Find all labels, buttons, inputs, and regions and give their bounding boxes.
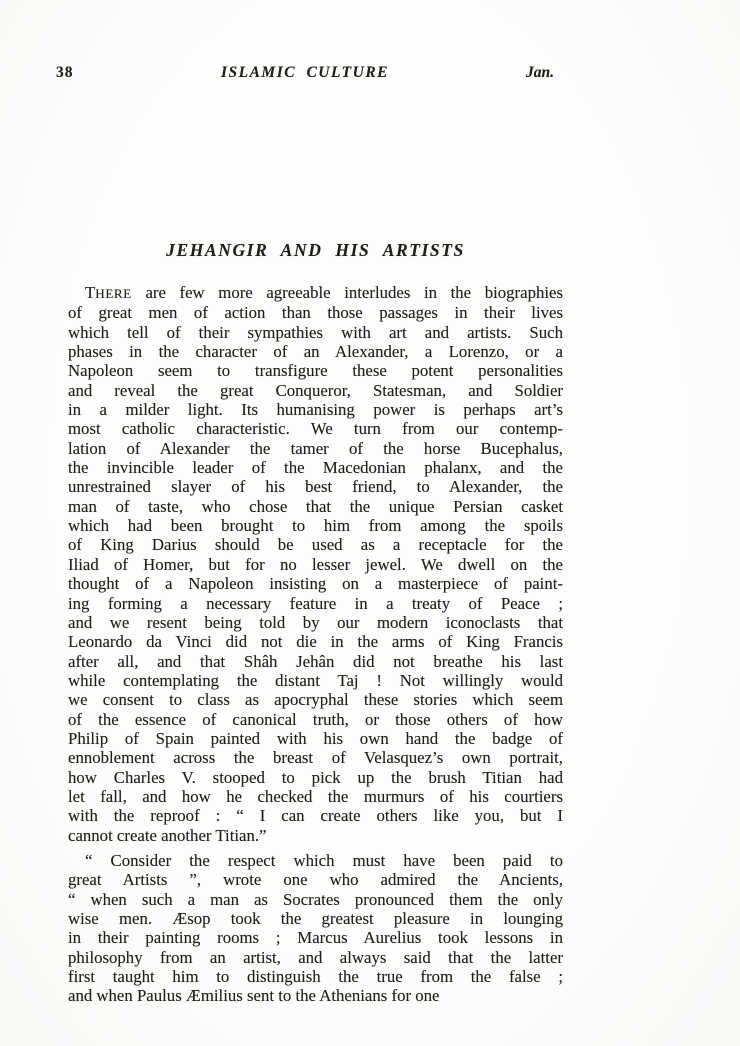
text-line: “ Consider the respect which must have been paid to [85, 850, 563, 870]
text-line: of the essence of canonical truth, or those others of how [68, 709, 563, 729]
text-line: Leonardo da Vinci did not die in the arms of King Francis [68, 632, 563, 652]
text-line: first taught him to distinguish the true from the false ; [68, 967, 563, 987]
text-line: of great men of action than those passages in their lives [68, 303, 563, 323]
text-line: lation of Alexander the tamer of the horse Bucephalus, [68, 438, 563, 458]
text-line: phases in the character of an Alexander, a Lorenzo, or a [68, 342, 563, 362]
text-line: how Charles V. stooped to pick up the brush Titian had [68, 767, 563, 787]
text-line: after all, and that Shâh Jehân did not breathe his last [68, 651, 563, 671]
text-line: great Artists ”, wrote one who admired the Ancients, [68, 870, 563, 890]
text-line: ennoblement across the breast of Velasquez’s own portrait, [68, 748, 563, 768]
text-line: we consent to class as apocryphal these stories which seem [68, 690, 563, 710]
text-line: while contemplating the distant Taj ! Not willingly would [68, 670, 563, 690]
paragraph [68, 851, 563, 1006]
small-caps-lead: THERE [85, 283, 132, 302]
text-line: Napoleon seem to transfigure these potent personalities [68, 361, 563, 381]
page-number: 38 [56, 64, 74, 81]
running-header [56, 64, 564, 82]
text-line: unrestrained slayer of his best friend, to Alexander, the [68, 477, 563, 497]
text-line: Philip of Spain painted with his own hand the badge of [68, 728, 563, 748]
text-line: which tell of their sympathies with art and artists. Such [68, 322, 563, 342]
text-line: thought of a Napoleon insisting on a masterpiece of paint- [68, 574, 563, 594]
text-line: philosophy from an artist, and always said that the latter [68, 947, 563, 967]
text-line: and reveal the great Conqueror, Statesman, and Soldier [68, 380, 563, 400]
text-line: and we resent being told by our modern iconoclasts that [68, 612, 563, 632]
text-line: the invincible leader of the Macedonian phalanx, and the [68, 458, 563, 478]
article-text [68, 283, 563, 1006]
text-line: in a milder light. Its humanising power is perhaps art’s [68, 400, 563, 420]
journal-title: ISLAMIC CULTURE [220, 64, 390, 81]
text-line: Iliad of Homer, but for no lesser jewel. We dwell on the [68, 554, 563, 574]
text-line: in their painting rooms ; Marcus Aurelius took lessons in [68, 928, 563, 948]
text-line: with the reproof : “ I can create others like you, but I [68, 806, 563, 826]
text-line: man of taste, who chose that the unique Persian casket [68, 496, 563, 516]
text-line: most catholic characteristic. We turn from our contemp- [68, 419, 563, 439]
paragraph [68, 283, 563, 845]
text-line: let fall, and how he checked the murmurs of his courtiers [68, 786, 563, 806]
text-line: which had been brought to him from among the spoils [68, 516, 563, 536]
text-line: of King Darius should be used as a receptacle for the [68, 535, 563, 555]
text-line: cannot create another Titian.” [68, 825, 267, 845]
text-line: “ when such a man as Socrates pronounced them the only [68, 889, 563, 909]
text-line: wise men. Æsop took the greatest pleasure in lounging [68, 909, 563, 928]
article-title: JEHANGIR AND HIS ARTISTS [166, 240, 465, 260]
issue-label: Jan. [526, 64, 554, 81]
text-line: THERE are few more agreeable interludes in the biographies [85, 283, 563, 302]
text-line: ing forming a necessary feature in a treaty of Peace ; [68, 593, 563, 613]
text-line: and when Paulus Æmilius sent to the Athenians for one [68, 986, 440, 1006]
